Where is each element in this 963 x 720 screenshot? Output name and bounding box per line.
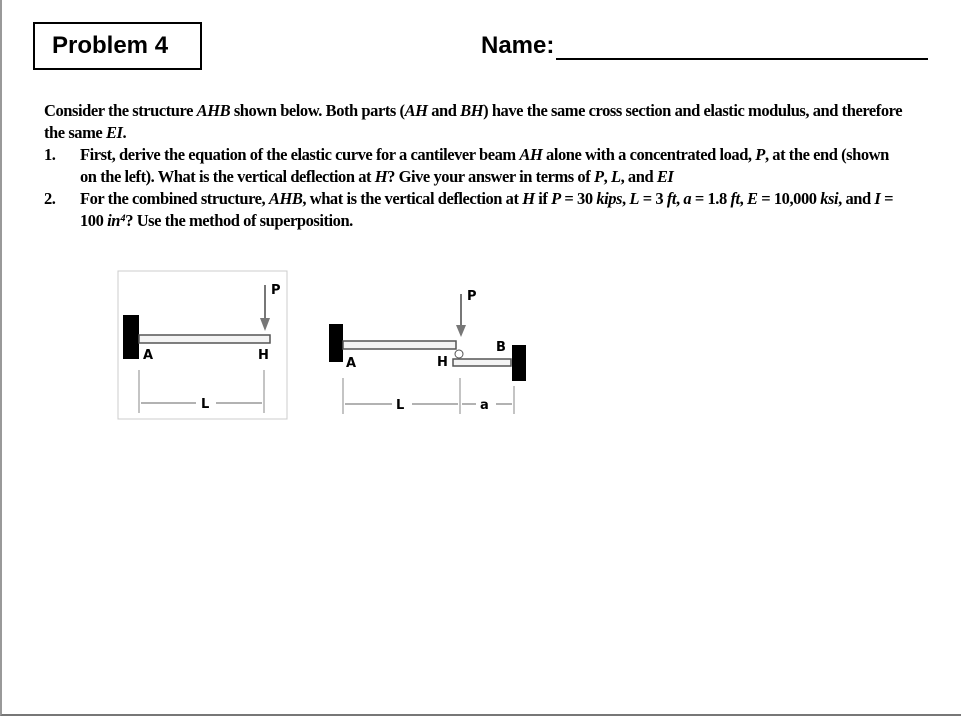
point-h-label: H	[437, 355, 448, 370]
intro-paragraph: Consider the structure AHB shown below. Both parts (AH and BH) have the same cross section and elastic modulus, and therefore the same EI.	[44, 101, 903, 142]
combined-figure	[329, 289, 526, 414]
point-a-label: A	[346, 356, 357, 371]
span-l-label: L	[201, 397, 210, 412]
fixed-wall-a	[123, 315, 139, 359]
span-l-label: L	[396, 398, 405, 413]
beam-bh	[453, 359, 511, 366]
point-b-label: B	[496, 340, 506, 355]
question-1: 1. First, derive the equation of the elastic curve for a cantilever beam AH alone with a concentrated load, P, at the end (shown on the left). What is the vertical deflection at H? Give your answer in terms of P, L, and EI	[44, 145, 889, 186]
load-label: P	[467, 289, 477, 304]
cantilever-figure	[118, 271, 287, 419]
span-a-label: a	[480, 398, 489, 413]
beam-ah	[139, 335, 270, 343]
point-h-label: H	[258, 348, 269, 363]
fixed-wall-b	[512, 345, 526, 381]
fixed-wall-a	[329, 324, 343, 362]
point-a-label: A	[143, 348, 154, 363]
beam-ah	[343, 341, 456, 349]
hinge-h	[455, 350, 463, 358]
name-label: Name:	[481, 32, 555, 59]
question-2: 2. For the combined structure, AHB, what is the vertical deflection at H if P = 30 kips, L = 3 ft, a = 1.8 ft, E = 10,000 ksi, and I = 100 in⁴? Use the method of superposition.	[44, 189, 894, 230]
problem-label: Problem 4	[52, 32, 169, 59]
load-label: P	[271, 283, 281, 298]
